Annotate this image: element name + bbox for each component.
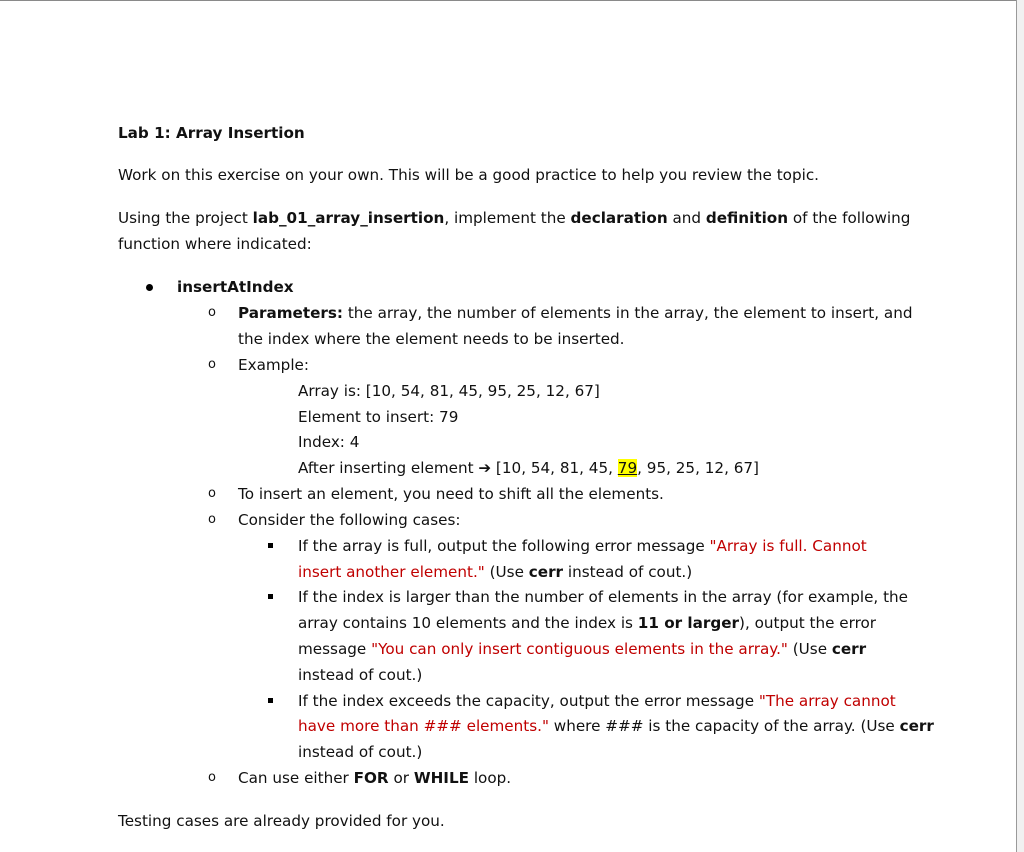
intro-paragraph: Work on this exercise on your own. This will be a good practice to help you review the topic.	[118, 166, 819, 184]
function-name: insertAtIndex	[177, 278, 294, 296]
highlighted-value: 79	[617, 459, 638, 477]
bullet-dot-icon	[146, 284, 153, 291]
example-array: Array is: [10, 54, 81, 45, 95, 25, 12, 67]	[298, 382, 600, 400]
bullet-circle-icon: o	[208, 770, 216, 785]
using-paragraph-line2: function where indicated:	[118, 235, 312, 253]
bullet-circle-icon: o	[208, 357, 216, 372]
case2-line1: If the index is larger than the number of elements in the array (for example, the	[298, 588, 908, 606]
example-label: Example:	[238, 356, 310, 374]
bullet-circle-icon: o	[208, 305, 216, 320]
case3-line2: have more than ### elements." where ### is the capacity of the array. (Use cerr	[298, 717, 934, 735]
window-top-border	[0, 0, 1024, 1]
bullet-circle-icon: o	[208, 486, 216, 501]
case2-line3: message "You can only insert contiguous elements in the array." (Use cerr	[298, 640, 867, 658]
case3-line3: instead of cout.)	[298, 743, 423, 761]
loop-line: Can use either FOR or WHILE loop.	[238, 769, 512, 787]
case2-line2: array contains 10 elements and the index is 11 or larger), output the error	[298, 614, 877, 632]
shift-line: To insert an element, you need to shift all the elements.	[238, 485, 664, 503]
example-index: Index: 4	[298, 433, 360, 451]
bullet-circle-icon: o	[208, 512, 216, 527]
bullet-square-icon	[268, 698, 273, 703]
page-gutter	[1017, 0, 1024, 852]
parameters-line2: the index where the element needs to be inserted.	[238, 330, 625, 348]
bullet-square-icon	[268, 594, 273, 599]
case1-line1: If the array is full, output the following error message "Array is full. Cannot	[298, 537, 867, 555]
bullet-square-icon	[268, 543, 273, 548]
arrow-right-icon: ➔	[478, 459, 492, 477]
example-after: After inserting element ➔ [10, 54, 81, 45, 79, 95, 25, 12, 67]	[298, 459, 759, 477]
example-element: Element to insert: 79	[298, 408, 459, 426]
using-paragraph-line1: Using the project lab_01_array_insertion, implement the declaration and definition of the following	[118, 209, 911, 227]
parameters-line1: Parameters: the array, the number of elements in the array, the element to insert, and	[238, 304, 913, 322]
cases-label: Consider the following cases:	[238, 511, 461, 529]
doc-title: Lab 1: Array Insertion	[118, 124, 305, 142]
case3-line1: If the index exceeds the capacity, output the error message "The array cannot	[298, 692, 896, 710]
case1-line2: insert another element." (Use cerr instead of cout.)	[298, 563, 693, 581]
case2-line4: instead of cout.)	[298, 666, 423, 684]
testing-line: Testing cases are already provided for you.	[118, 812, 445, 830]
